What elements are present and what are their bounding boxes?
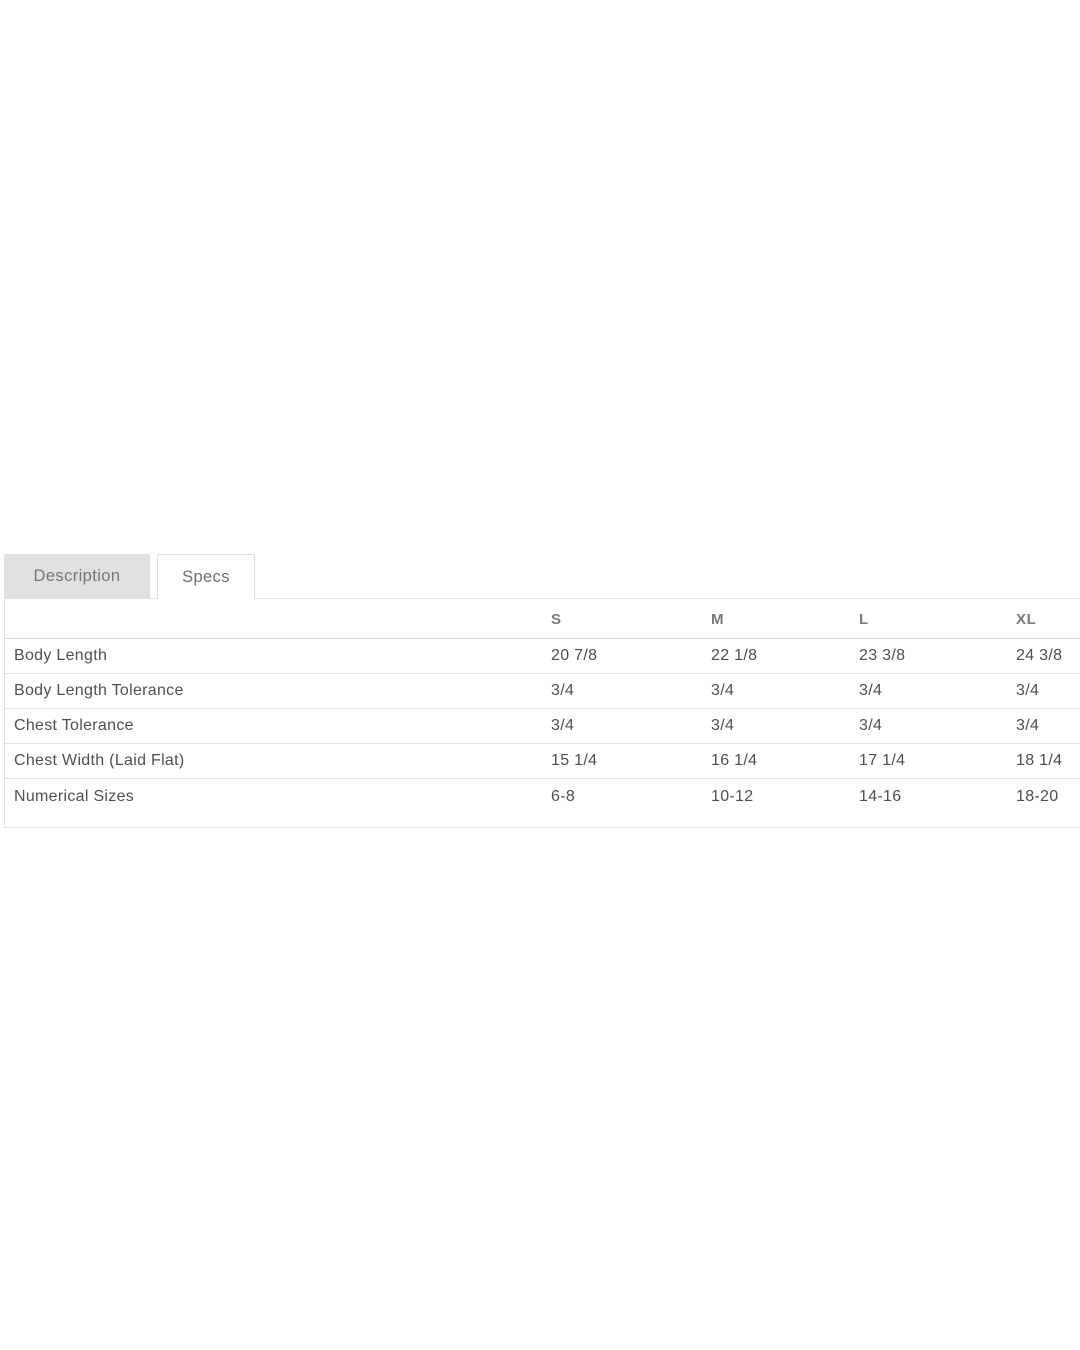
spec-name-column-header: [5, 599, 550, 639]
spec-value: 17 1/4: [858, 744, 1015, 779]
product-info-tabs: [0, 553, 1080, 828]
table-row: [5, 639, 1080, 674]
spec-value: 18 1/4: [1015, 744, 1080, 779]
spec-value: 3/4: [710, 674, 858, 709]
spec-value: 20 7/8: [550, 639, 710, 674]
spec-value: 10-12: [711, 788, 754, 805]
tab-description-label: Description: [33, 566, 121, 585]
column-header-xl: XL: [1015, 599, 1080, 639]
spec-value: 3/4: [858, 674, 1015, 709]
spec-value: 3/4: [858, 709, 1015, 744]
tab-specs-label: Specs: [182, 567, 230, 586]
spec-value: 3/4: [1015, 709, 1080, 744]
tab-description[interactable]: [4, 554, 150, 598]
tab-bar: [0, 553, 1080, 598]
spec-value: 3/4: [1015, 674, 1080, 709]
spec-label: Chest Tolerance: [5, 709, 550, 744]
spec-value: 23 3/8: [858, 639, 1015, 674]
specs-panel: [4, 598, 1080, 828]
specs-table: [5, 599, 1080, 815]
spec-value: 6-8: [551, 788, 576, 805]
column-header-l: L: [858, 599, 1015, 639]
tab-specs[interactable]: [157, 554, 255, 599]
table-row: [5, 779, 1080, 816]
spec-value: 3/4: [550, 674, 710, 709]
specs-header-row: [5, 599, 1080, 639]
spec-value: 3/4: [550, 709, 710, 744]
table-row: [5, 744, 1080, 779]
spec-label: Numerical Sizes: [14, 788, 135, 805]
spec-label: Body Length: [5, 639, 550, 674]
spec-value: 3/4: [710, 709, 858, 744]
spec-value: 14-16: [859, 788, 902, 805]
column-header-s: S: [550, 599, 710, 639]
spec-value: 16 1/4: [710, 744, 858, 779]
spec-label: Body Length Tolerance: [5, 674, 550, 709]
table-row: [5, 674, 1080, 709]
spec-value: 24 3/8: [1015, 639, 1080, 674]
table-row: [5, 709, 1080, 744]
spec-value: 22 1/8: [710, 639, 858, 674]
column-header-m: M: [710, 599, 858, 639]
spec-value: 15 1/4: [550, 744, 710, 779]
spec-label: Chest Width (Laid Flat): [5, 744, 550, 779]
spec-value: 18-20: [1016, 788, 1059, 805]
